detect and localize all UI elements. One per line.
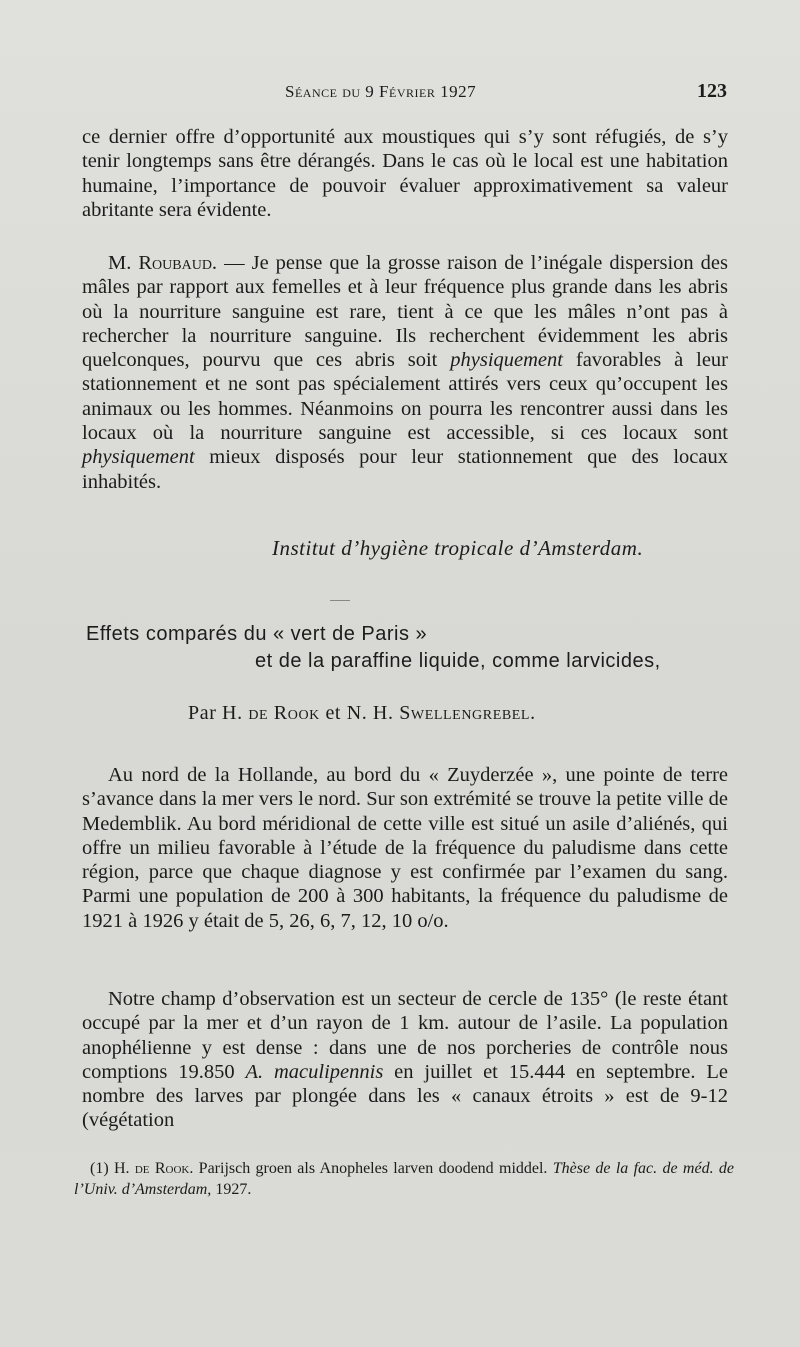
article-title-line2: et de la paraffine liquide, comme larvicides, [255,650,661,672]
section-divider [330,600,350,601]
page-header [0,82,800,112]
running-head: Séance du 9 Février 1927 [285,82,477,101]
emphasis: physiquement [450,349,563,372]
signature: Institut d’hygiène tropicale d’Amsterdam. [272,536,644,560]
page-number: 123 [697,80,727,102]
article-byline: Par H. de Rook et N. H. Swellengrebel. [188,702,536,724]
paragraph-medemblik: Au nord de la Hollande, au bord du « Zuyderzée », une pointe de terre s’avance dans la mer vers le nord. Sur son extrémité se trouve la petite ville de Medemblik. Au bord méridional de cette ville est situé un asile d’aliénés, qui offre un milieu favorable à l’étude de la fréquence du paludisme dans cette région, parce que chaque diagnose y est confirmée par l’examen du sang. Parmi une population de 200 à 300 habitants, la fréquence du paludisme de 1921 à 1926 y était de 5, 26, 6, 7, 12, 10 o/o. [82,764,728,932]
footnote: (1) H. de Rook. Parijsch groen als Anopheles larven doodend middel. Thèse de la fac. de méd. de l’Univ. d’Amsterdam, 1927. [74,1160,734,1198]
article-title-line1: Effets comparés du « vert de Paris » [86,623,428,645]
species-name: A. maculipennis [245,1060,384,1083]
paragraph-observation: Notre champ d’observation est un secteur de cercle de 135° (le reste étant occupé par la mer et d’un rayon de 1 km. autour de l’asile. La population anophélienne y est dense : dans une de nos porcheries de contrôle nous comptions 19.850 A. maculipennis en juillet et 15.444 en septembre. Le nombre des larves par plongée dans les « canaux étroits » est de 9-12 (végétation [82,988,728,1132]
paragraph-continuation: ce dernier offre d’opportunité aux moustiques qui s’y sont réfugiés, de s’y tenir longtemps sans être dérangés. Dans le cas où le local est une habitation humaine, l’importance de pouvoir évaluer approximativement sa valeur abritante sera évidente. [82,126,728,221]
speaker-name: M. Roubaud. [108,252,218,274]
paragraph-roubaud: M. Roubaud. — Je pense que la grosse raison de l’inégale dispersion des mâles par rapport aux femelles et à leur fréquence plus grande dans les abris où la nourriture sanguine est rare, tient à ce que les mâles n’ont pas à rechercher la nourriture sanguine. Ils recherchent évidemment les abris quelconques, pourvu que ces abris soit physiquement favorables à leur stationnement et ne sont pas spécialement attirés vers ceux qu’occupent les animaux ou les hommes. Néanmoins on pourra les rencontrer aussi dans les locaux où la nourriture sanguine est accessible, si ces locaux sont physiquement mieux disposés pour leur stationnement que des locaux inhabités. [82,252,728,493]
emphasis: physiquement [82,446,195,469]
